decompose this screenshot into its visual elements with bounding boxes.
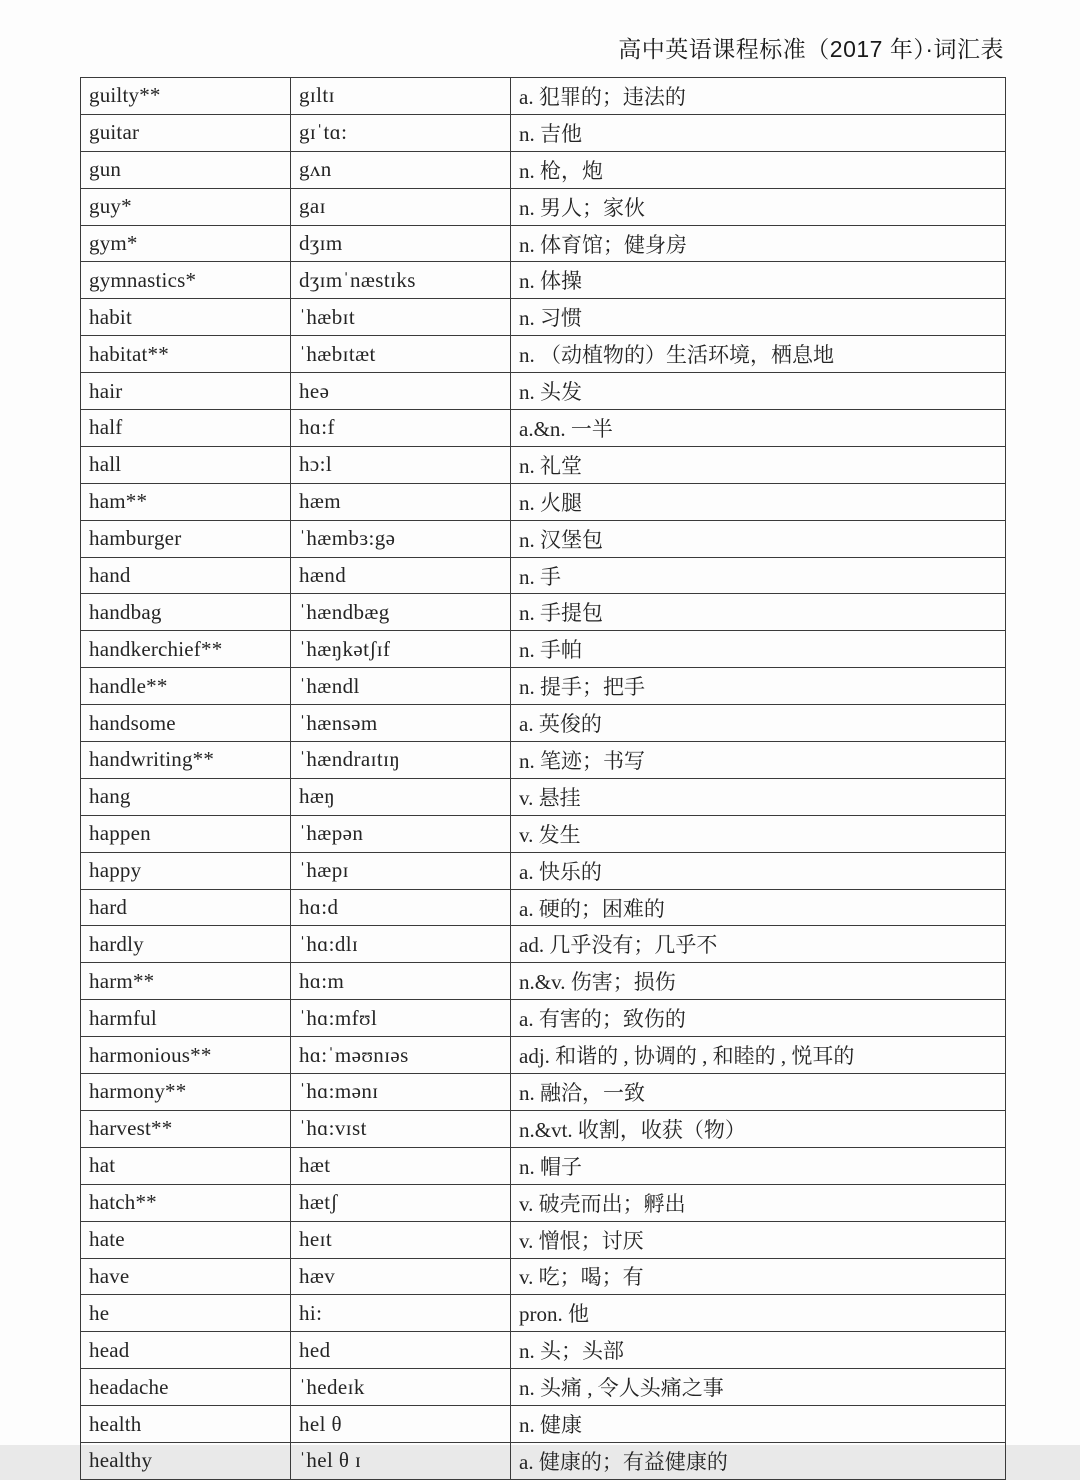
- ipa-cell: ˈhændbæg: [291, 594, 511, 631]
- word-cell: harvest**: [81, 1110, 291, 1147]
- table-row: [81, 483, 1006, 520]
- definition-cell: n. 火腿: [511, 483, 1006, 520]
- table-row: [81, 1184, 1006, 1221]
- ipa-cell: ˈhɑ:mfʊl: [291, 1000, 511, 1037]
- definition-cell: v. 吃；喝；有: [511, 1258, 1006, 1295]
- vocab-table: [80, 77, 1006, 1480]
- ipa-cell: ˈhæbɪt: [291, 299, 511, 336]
- word-cell: handwriting**: [81, 742, 291, 779]
- definition-cell: v. 憎恨；讨厌: [511, 1221, 1006, 1258]
- page-header-title: 高中英语课程标准（2017 年）·词汇表: [618, 36, 1004, 62]
- definition-cell: n. 汉堡包: [511, 520, 1006, 557]
- table-row: [81, 1147, 1006, 1184]
- table-row: [81, 1295, 1006, 1332]
- table-row: [81, 742, 1006, 779]
- word-cell: hard: [81, 889, 291, 926]
- ipa-cell: hæt: [291, 1147, 511, 1184]
- table-row: [81, 520, 1006, 557]
- ipa-cell: hɑ:ˈməʊnɪəs: [291, 1037, 511, 1074]
- ipa-cell: hætʃ: [291, 1184, 511, 1221]
- table-row: [81, 631, 1006, 668]
- definition-cell: a. 英俊的: [511, 705, 1006, 742]
- ipa-cell: gʌn: [291, 151, 511, 188]
- word-cell: handkerchief**: [81, 631, 291, 668]
- definition-cell: a. 有害的；致伤的: [511, 1000, 1006, 1037]
- word-cell: half: [81, 410, 291, 447]
- definition-cell: n. 体操: [511, 262, 1006, 299]
- ipa-cell: gɪltɪ: [291, 78, 511, 115]
- ipa-cell: dʒɪm: [291, 225, 511, 262]
- word-cell: healthy: [81, 1442, 291, 1479]
- definition-cell: n. 男人；家伙: [511, 188, 1006, 225]
- table-row: [81, 1406, 1006, 1443]
- table-row: [81, 852, 1006, 889]
- ipa-cell: hænd: [291, 557, 511, 594]
- ipa-cell: ˈhæmbɜ:gə: [291, 520, 511, 557]
- word-cell: gym*: [81, 225, 291, 262]
- ipa-cell: hæv: [291, 1258, 511, 1295]
- table-row: [81, 889, 1006, 926]
- ipa-cell: hel θ: [291, 1406, 511, 1443]
- definition-cell: v. 悬挂: [511, 778, 1006, 815]
- table-row: [81, 78, 1006, 115]
- word-cell: hall: [81, 446, 291, 483]
- definition-cell: ad. 几乎没有；几乎不: [511, 926, 1006, 963]
- word-cell: head: [81, 1332, 291, 1369]
- ipa-cell: hɑ:d: [291, 889, 511, 926]
- word-cell: hate: [81, 1221, 291, 1258]
- word-cell: hair: [81, 373, 291, 410]
- word-cell: habit: [81, 299, 291, 336]
- definition-cell: v. 破壳而出；孵出: [511, 1184, 1006, 1221]
- definition-cell: n. 手提包: [511, 594, 1006, 631]
- ipa-cell: ˈhɑ:dlɪ: [291, 926, 511, 963]
- word-cell: he: [81, 1295, 291, 1332]
- table-row: [81, 778, 1006, 815]
- word-cell: gymnastics*: [81, 262, 291, 299]
- ipa-cell: hæm: [291, 483, 511, 520]
- word-cell: handbag: [81, 594, 291, 631]
- table-row: [81, 815, 1006, 852]
- ipa-cell: heə: [291, 373, 511, 410]
- word-cell: happy: [81, 852, 291, 889]
- table-row: [81, 188, 1006, 225]
- table-row: [81, 1000, 1006, 1037]
- ipa-cell: hi:: [291, 1295, 511, 1332]
- word-cell: hat: [81, 1147, 291, 1184]
- table-row: [81, 1074, 1006, 1111]
- definition-cell: n. 体育馆；健身房: [511, 225, 1006, 262]
- table-row: [81, 963, 1006, 1000]
- definition-cell: a. 犯罪的；违法的: [511, 78, 1006, 115]
- word-cell: harmony**: [81, 1074, 291, 1111]
- table-row: [81, 262, 1006, 299]
- table-row: [81, 594, 1006, 631]
- definition-cell: a.&n. 一半: [511, 410, 1006, 447]
- ipa-cell: ˈhænsəm: [291, 705, 511, 742]
- definition-cell: n. 头发: [511, 373, 1006, 410]
- ipa-cell: ˈhɑ:mənɪ: [291, 1074, 511, 1111]
- ipa-cell: hed: [291, 1332, 511, 1369]
- word-cell: hatch**: [81, 1184, 291, 1221]
- table-row: [81, 1369, 1006, 1406]
- table-row: [81, 373, 1006, 410]
- ipa-cell: hɔ:l: [291, 446, 511, 483]
- ipa-cell: ˈhæŋkətʃɪf: [291, 631, 511, 668]
- definition-cell: n.&vt. 收割，收获（物）: [511, 1110, 1006, 1147]
- word-cell: happen: [81, 815, 291, 852]
- word-cell: harmonious**: [81, 1037, 291, 1074]
- definition-cell: a. 硬的；困难的: [511, 889, 1006, 926]
- ipa-cell: ˈhæpɪ: [291, 852, 511, 889]
- word-cell: have: [81, 1258, 291, 1295]
- ipa-cell: ˈhɑ:vɪst: [291, 1110, 511, 1147]
- word-cell: health: [81, 1406, 291, 1443]
- ipa-cell: hɑ:m: [291, 963, 511, 1000]
- definition-cell: n. 头；头部: [511, 1332, 1006, 1369]
- word-cell: hamburger: [81, 520, 291, 557]
- table-row: [81, 705, 1006, 742]
- table-row: [81, 1332, 1006, 1369]
- definition-cell: n. 手: [511, 557, 1006, 594]
- definition-cell: v. 发生: [511, 815, 1006, 852]
- definition-cell: n. 礼堂: [511, 446, 1006, 483]
- ipa-cell: heɪt: [291, 1221, 511, 1258]
- table-row: [81, 410, 1006, 447]
- table-row: [81, 151, 1006, 188]
- table-row: [81, 225, 1006, 262]
- word-cell: habitat**: [81, 336, 291, 373]
- word-cell: handle**: [81, 668, 291, 705]
- word-cell: ham**: [81, 483, 291, 520]
- table-row: [81, 1110, 1006, 1147]
- definition-cell: n. 提手；把手: [511, 668, 1006, 705]
- word-cell: harmful: [81, 1000, 291, 1037]
- word-cell: hardly: [81, 926, 291, 963]
- table-row: [81, 668, 1006, 705]
- table-row: [81, 114, 1006, 151]
- table-row: [81, 1221, 1006, 1258]
- word-cell: guitar: [81, 114, 291, 151]
- definition-cell: n. 习惯: [511, 299, 1006, 336]
- definition-cell: n. 头痛 , 令人头痛之事: [511, 1369, 1006, 1406]
- definition-cell: n. 吉他: [511, 114, 1006, 151]
- table-row: [81, 299, 1006, 336]
- definition-cell: n.&v. 伤害；损伤: [511, 963, 1006, 1000]
- ipa-cell: ˈhæbɪtæt: [291, 336, 511, 373]
- definition-cell: n. 帽子: [511, 1147, 1006, 1184]
- table-row: [81, 1258, 1006, 1295]
- definition-cell: a. 快乐的: [511, 852, 1006, 889]
- word-cell: handsome: [81, 705, 291, 742]
- table-row: [81, 1442, 1006, 1479]
- ipa-cell: gɪˈtɑ:: [291, 114, 511, 151]
- vocab-table-body: [81, 78, 1006, 1480]
- definition-cell: n. （动植物的）生活环境，栖息地: [511, 336, 1006, 373]
- definition-cell: n. 健康: [511, 1406, 1006, 1443]
- definition-cell: n. 笔迹；书写: [511, 742, 1006, 779]
- definition-cell: n. 手帕: [511, 631, 1006, 668]
- definition-cell: n. 融洽，一致: [511, 1074, 1006, 1111]
- table-row: [81, 1037, 1006, 1074]
- word-cell: guilty**: [81, 78, 291, 115]
- ipa-cell: hɑ:f: [291, 410, 511, 447]
- table-row: [81, 926, 1006, 963]
- ipa-cell: dʒɪmˈnæstɪks: [291, 262, 511, 299]
- ipa-cell: ˈhedeɪk: [291, 1369, 511, 1406]
- definition-cell: n. 枪，炮: [511, 151, 1006, 188]
- ipa-cell: ˈhændl: [291, 668, 511, 705]
- ipa-cell: gaɪ: [291, 188, 511, 225]
- table-row: [81, 557, 1006, 594]
- definition-cell: a. 健康的；有益健康的: [511, 1442, 1006, 1479]
- ipa-cell: ˈhel θ ɪ: [291, 1442, 511, 1479]
- table-row: [81, 446, 1006, 483]
- definition-cell: adj. 和谐的 , 协调的 , 和睦的 , 悦耳的: [511, 1037, 1006, 1074]
- word-cell: hang: [81, 778, 291, 815]
- ipa-cell: hæŋ: [291, 778, 511, 815]
- word-cell: headache: [81, 1369, 291, 1406]
- ipa-cell: ˈhændraɪtɪŋ: [291, 742, 511, 779]
- word-cell: gun: [81, 151, 291, 188]
- definition-cell: pron. 他: [511, 1295, 1006, 1332]
- ipa-cell: ˈhæpən: [291, 815, 511, 852]
- table-row: [81, 336, 1006, 373]
- word-cell: guy*: [81, 188, 291, 225]
- word-cell: harm**: [81, 963, 291, 1000]
- word-cell: hand: [81, 557, 291, 594]
